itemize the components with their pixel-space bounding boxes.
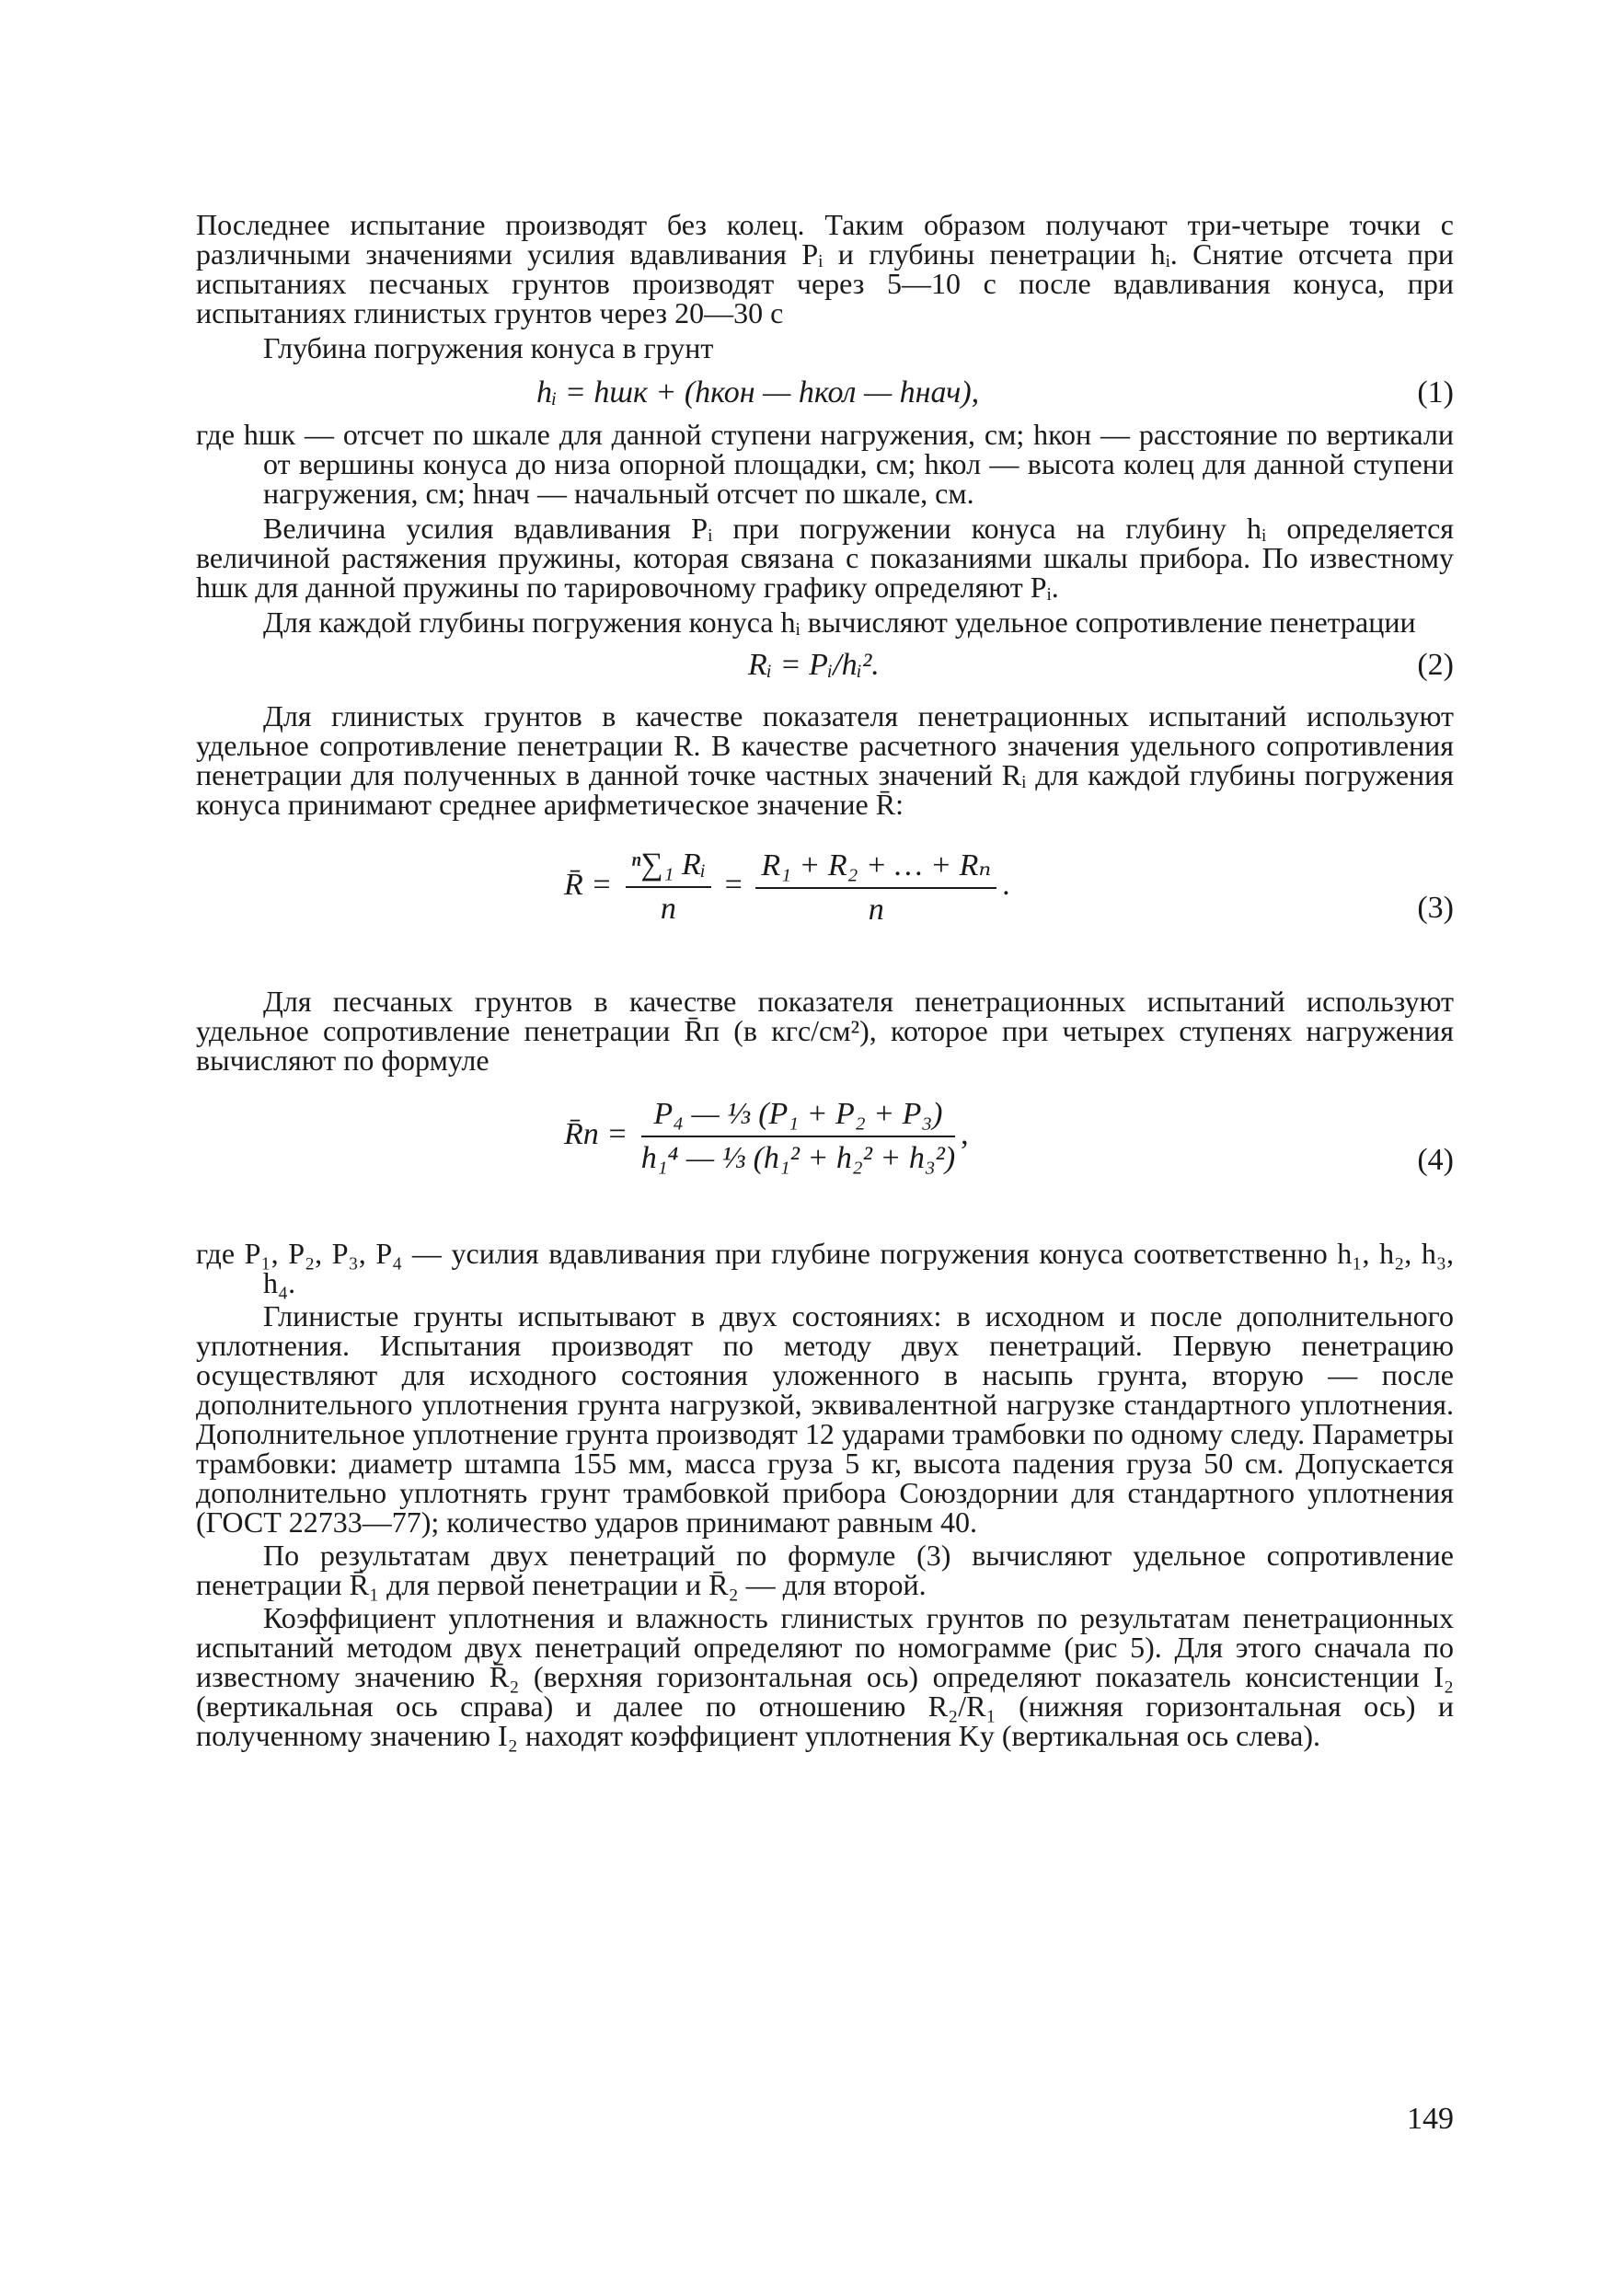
equation-4-lhs: R̄п =: [564, 1116, 628, 1151]
equation-2-number: (2): [1417, 648, 1454, 682]
equation-2: [196, 640, 1454, 692]
equation-1-number: (1): [1417, 375, 1454, 409]
equation-4-denominator: h₁⁴ — ⅓ (h₁² + h₂² + h₃²): [640, 1141, 956, 1175]
equation-4-numerator: P₄ — ⅓ (P₁ + P₂ + P₃): [641, 1097, 955, 1137]
page-number: 149: [1407, 2102, 1454, 2136]
equation-3-equals: =: [724, 867, 743, 902]
paragraph-two-penetrations: По результатам двух пенетраций по формуле (3) вычисляют удельное сопротивление пенетрации R̄₁ для первой пенетрации и R̄₂ — для второй.: [196, 1539, 1454, 1601]
paragraph-where-4: где P₁, P₂, P₃, P₄ — усилия вдавливания при глубине погружения конуса соответственно h₁, h₂, h₃, h₄.: [196, 1237, 1454, 1299]
paragraph-where-1: где hшк — отсчет по шкале для данной ступени нагружения, см; hкон — расстояние по вертикали от вершины конуса до низа опорной площадки, см; hкол — высота колец для данной ступени нагружения, см; hнач — начальный отсчет по шкале, см.: [196, 418, 1454, 510]
equation-1: [196, 368, 1454, 420]
equation-1-body: hᵢ = hшк + (hкон — hкол — hнач),: [536, 375, 980, 409]
equation-4-body: [564, 1097, 969, 1176]
paragraph-depth-intro: Глубина погружения конуса в грунт: [263, 331, 714, 364]
equation-3-sum-numerator: ⁿ∑₁ Rᵢ: [626, 848, 711, 888]
equation-3-denominator: n: [868, 893, 884, 927]
equation-3-numerator: R₁ + R₂ + … + Rₙ: [755, 847, 996, 889]
equation-4-number: (4): [1417, 1143, 1454, 1177]
equation-3-tail: .: [1002, 867, 1010, 902]
equation-4-tail: ,: [961, 1116, 969, 1151]
equation-3-sum-fraction: [626, 848, 711, 927]
equation-3-body: [564, 847, 1010, 928]
equation-4: [196, 1088, 1454, 1235]
equation-3: [196, 828, 1454, 975]
paragraph-sand: Для песчаных грунтов в качестве показателя пенетрационных испытаний используют удельное сопротивление пенетрации R̄п (в кгс/см²), которое при четырех ступенях нагружения вычисляют по формуле: [196, 985, 1454, 1077]
equation-3-fraction: [755, 847, 996, 928]
page-body: [196, 210, 1454, 1750]
paragraph-force: Величина усилия вдавливания Pᵢ при погружении конуса на глубину hᵢ определяется величиной растяжения пружины, которая связана с показаниями шкалы прибора. По известному hшк для данной пружины по тарировочному графику определяют Pᵢ.: [196, 512, 1454, 604]
paragraph-intro: Последнее испытание производят без колец. Таким образом получают три-четыре точки с различными значениями усилия вдавливания Pᵢ и глубины пенетрации hᵢ. Снятие отсчета при испытаниях песчаных грунтов производят через 5—10 с после вдавливания конуса, при испытаниях глинистых грунтов через 20—30 с: [196, 208, 1454, 329]
paragraph-two-states: Глинистые грунты испытывают в двух состояниях: в исходном и после дополнительного уплотнения. Испытания производят по методу двух пенетраций. Первую пенетрацию осуществляют для исходного состояния уложенного в насыпь грунта, вторую — после дополнительного уплотнения грунта нагрузкой, эквивалентной нагрузке стандартного уплотнения. Дополнительное уплотнение грунта производят 12 ударами трамбовки по одному следу. Параметры трамбовки: диаметр штампа 155 мм, масса груза 5 кг, высота падения груза 50 см. Допускается дополнительно уплотнять грунт трамбовкой прибора Союздорнии для стандартного уплотнения (ГОСТ 22733—77); количество ударов принимают равным 40.: [196, 1299, 1454, 1539]
paragraph-resistance-intro: Для каждой глубины погружения конуса hᵢ вычисляют удельное сопротивление пенетрации: [263, 605, 1416, 639]
paragraph-clay: Для глинистых грунтов в качестве показателя пенетрационных испытаний используют удельное сопротивление пенетрации R. В качестве расчетного значения удельного сопротивления пенетрации для полученных в данной точке частных значений Rᵢ для каждой глубины погружения конуса принимают среднее арифметическое значение R̄:: [196, 699, 1454, 821]
equation-2-body: Rᵢ = Pᵢ/hᵢ².: [748, 648, 880, 682]
paragraph-nomogram: Коэффициент уплотнения и влажность глинистых грунтов по результатам пенетрационных испытаний методом двух пенетраций определяют по номограмме (рис 5). Для этого сначала по известному значению R̄₂ (верхняя горизонтальная ось) определяют показатель консистенции I₂ (вертикальная ось справа) и далее по отношению R₂/R₁ (нижняя горизонтальная ось) и полученному значению I₂ находят коэффициент уплотнения Kу (вертикальная ось слева).: [196, 1601, 1454, 1752]
equation-3-sum-denominator: n: [660, 892, 676, 926]
equation-3-lhs: R̄ =: [564, 867, 613, 902]
equation-3-number: (3): [1417, 891, 1454, 925]
equation-4-fraction: [641, 1097, 955, 1176]
